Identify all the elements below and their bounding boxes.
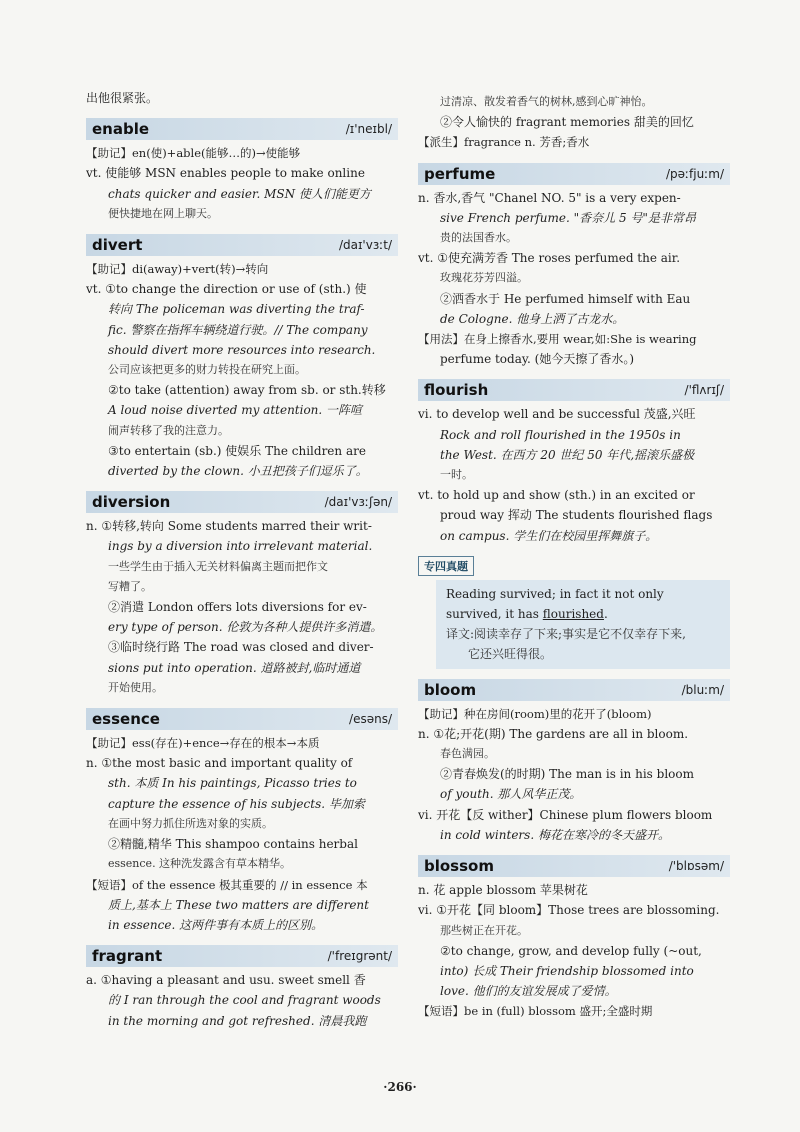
definition-line: n. ①转移,转向 Some students marred their writ- xyxy=(86,519,372,534)
exam-sentence: Reading survived; in fact it not only xyxy=(446,586,664,601)
mnemonic: 【助记】di(away)+vert(转)→转向 xyxy=(86,262,269,277)
exam-translation: 译文:阅读幸存了下来;事实是它不仅幸存下来, xyxy=(446,627,686,642)
example-line: in essence. 这两件事有本质上的区别。 xyxy=(108,917,324,932)
headword: divert xyxy=(92,236,143,255)
example-line: fic. 警察在指挥车辆绕道行驶。// The company xyxy=(108,322,368,337)
definition-line: n. 花 apple blossom 苹果树花 xyxy=(418,883,588,898)
gap xyxy=(418,669,730,679)
exam-text: survived, it has xyxy=(446,607,543,622)
translation-line: 一些学生由于插入无关材料偏离主题而把作文 xyxy=(108,559,328,573)
mnemonic: 【助记】ess(存在)+ence→存在的根本→本质 xyxy=(86,736,320,751)
gap xyxy=(86,481,398,491)
entry-header xyxy=(86,234,398,256)
exam-translation: 它还兴旺得很。 xyxy=(468,647,553,662)
phonetic: /daɪ'vɜːt/ xyxy=(338,238,392,253)
definition-line: ③临时绕行路 The road was closed and diver- xyxy=(108,640,374,655)
gap xyxy=(86,108,398,118)
definition-line: proud way 挥动 The students flourished flags xyxy=(440,508,713,523)
example-line: sth. 本质 In his paintings, Picasso tries to xyxy=(108,776,357,791)
example-line: ery type of person. 伦敦为各种人提供许多消遣。 xyxy=(108,620,383,635)
definition-line: vi. to develop well and be successful 茂盛,兴旺 xyxy=(418,407,696,422)
translation-line: 那些树正在开花。 xyxy=(440,923,528,937)
entry-fragrant-continued xyxy=(418,92,730,153)
definition-line: vi. 开花【反 wither】Chinese plum flowers bloom xyxy=(418,807,713,822)
example-line: should divert more resources into research. xyxy=(108,342,376,357)
definition-line: ②to take (attention) away from sb. or sth.转移 xyxy=(108,383,386,398)
translation-line: 开始使用。 xyxy=(108,680,163,694)
entry-fragrant xyxy=(86,945,398,1031)
translation-line: 闹声转移了我的注意力。 xyxy=(108,423,229,437)
phonetic: /pəːfjuːm/ xyxy=(665,166,724,181)
definition-line: ③to entertain (sb.) 使娱乐 The children are xyxy=(108,443,366,458)
mnemonic: 【助记】种在房间(room)里的花开了(bloom) xyxy=(418,706,652,721)
example-line: sions put into operation. 道路被封,临时通道 xyxy=(108,660,361,675)
definition-line: ②青春焕发(的时期) The man is in his bloom xyxy=(440,767,694,782)
definition-line: ②to change, grow, and develop fully (~out, xyxy=(440,943,702,958)
exam-box xyxy=(436,580,730,669)
example-line: 转向 The policeman was diverting the traf- xyxy=(108,302,365,317)
headword: blossom xyxy=(424,857,494,876)
phonetic: /daɪ'vɜːʃən/ xyxy=(324,495,392,510)
example-line: Rock and roll flourished in the 1950s in xyxy=(440,427,681,442)
headword: flourish xyxy=(424,381,489,400)
example-line: in cold winters. 梅花在寒冷的冬天盛开。 xyxy=(440,827,670,842)
gap xyxy=(418,845,730,855)
example-line: chats quicker and easier. MSN 使人们能更方 xyxy=(108,186,371,201)
entry-blossom xyxy=(418,855,730,1021)
left-column xyxy=(86,88,398,1031)
translation-line: essence. 这种洗发露含有草本精华。 xyxy=(108,857,292,871)
exam-sentence xyxy=(446,604,720,624)
usage-line: 【用法】在身上擦香水,要用 wear,如:She is wearing xyxy=(418,332,697,347)
gap xyxy=(86,698,398,708)
page-number: ·266· xyxy=(383,1080,417,1094)
definition-line: vt. to hold up and show (sth.) in an excited or xyxy=(418,488,695,503)
example-line: 质上,基本上 These two matters are different xyxy=(108,897,369,912)
translation-line: 贵的法国香水。 xyxy=(440,231,517,245)
translation-line: 玫瑰花芬芳四溢。 xyxy=(440,271,528,285)
phonetic: /'freɪgrənt/ xyxy=(327,949,392,964)
entry-header xyxy=(418,163,730,185)
translation-line: 公司应该把更多的财力转投在研究上面。 xyxy=(108,363,306,377)
phrase-line: 【短语】of the essence 极其重要的 // in essence 本 xyxy=(86,877,368,892)
continuation-line: 出他很紧张。 xyxy=(86,91,159,105)
phonetic: /esəns/ xyxy=(349,712,392,727)
gap xyxy=(86,935,398,945)
translation-line: 写糟了。 xyxy=(108,579,152,593)
phonetic: /'blɒsəm/ xyxy=(668,859,724,874)
definition-line: vt. ①使充满芳香 The roses perfumed the air. xyxy=(418,251,681,266)
entry-bloom xyxy=(418,679,730,845)
translation-line: 便快捷地在网上聊天。 xyxy=(108,206,218,220)
entry-essence xyxy=(86,708,398,935)
entry-header xyxy=(86,491,398,513)
example-line: on campus. 学生们在校园里挥舞旗子。 xyxy=(440,528,658,543)
right-column xyxy=(418,92,730,1022)
translation-line: 春色满园。 xyxy=(440,747,495,761)
entry-flourish xyxy=(418,379,730,668)
phrase-line: 【短语】be in (full) blossom 盛开;全盛时期 xyxy=(418,1004,653,1019)
example-line: into) 长成 Their friendship blossomed into xyxy=(440,963,694,978)
definition-line: a. ①having a pleasant and usu. sweet smell 香 xyxy=(86,973,366,988)
definition-line: ②精髓,精华 This shampoo contains herbal xyxy=(108,837,358,852)
example-line: 的 I ran through the cool and fragrant woods xyxy=(108,993,381,1008)
exam-highlight: flourished xyxy=(542,607,604,622)
definition-line: n. ①the most basic and important quality of xyxy=(86,756,353,771)
definition-line: n. 香水,香气 "Chanel NO. 5" is a very expen- xyxy=(418,190,681,205)
definition-line: vt. 使能够 MSN enables people to make online xyxy=(86,166,365,181)
example-line: sive French perfume. "香奈儿 5 号"是非常昂 xyxy=(440,210,696,225)
example-line: ings by a diversion into irrelevant material. xyxy=(108,539,373,554)
usage-line: perfume today. (她今天擦了香水。) xyxy=(440,352,635,367)
gap xyxy=(418,369,730,379)
headword: bloom xyxy=(424,680,477,699)
headword: perfume xyxy=(424,164,496,183)
definition-line: ②消遣 London offers lots diversions for ev- xyxy=(108,600,367,615)
entry-header xyxy=(86,118,398,140)
entry-perfume xyxy=(418,163,730,370)
phonetic: /bluːm/ xyxy=(681,682,724,697)
example-line: A loud noise diverted my attention. 一阵喧 xyxy=(108,403,363,418)
entry-header xyxy=(418,679,730,701)
entry-header xyxy=(418,855,730,877)
phonetic: /'flʌrɪʃ/ xyxy=(684,383,724,398)
headword: fragrant xyxy=(92,947,163,966)
definition-line: n. ①花;开花(期) The gardens are all in bloom. xyxy=(418,726,689,741)
translation-line: 一时。 xyxy=(440,468,473,482)
headword: enable xyxy=(92,120,150,139)
example-line: love. 他们的友谊发展成了爱情。 xyxy=(440,984,617,999)
exam-text: . xyxy=(603,607,608,622)
example-line: the West. 在西方 20 世纪 50 年代,摇滚乐盛极 xyxy=(440,447,695,462)
headword: essence xyxy=(92,710,160,729)
headword: diversion xyxy=(92,493,171,512)
mnemonic: 【助记】en(使)+able(能够…的)→使能够 xyxy=(86,146,301,161)
definition-line: vi. ①开花【同 bloom】Those trees are blossoming. xyxy=(418,903,720,918)
translation-line: 在画中努力抓住所选对象的实质。 xyxy=(108,816,273,830)
entry-header xyxy=(86,945,398,967)
example-line: capture the essence of his subjects. 毕加索 xyxy=(108,796,365,811)
entry-enable xyxy=(86,118,398,224)
entry-divert xyxy=(86,234,398,481)
gap xyxy=(86,224,398,234)
phonetic: /ɪ'neɪbl/ xyxy=(345,122,392,137)
example-line: of youth. 那人风华正茂。 xyxy=(440,787,582,802)
definition-line: ②令人愉快的 fragrant memories 甜美的回忆 xyxy=(440,115,694,130)
translation-line: 过清凉、散发着香气的树林,感到心旷神怡。 xyxy=(440,95,653,108)
example-line: in the morning and got refreshed. 清晨我跑 xyxy=(108,1013,367,1028)
example-line: de Cologne. 他身上洒了古龙水。 xyxy=(440,311,625,326)
example-line: diverted by the clown. 小丑把孩子们逗乐了。 xyxy=(108,464,368,479)
exam-label: 专四真题 xyxy=(418,556,474,576)
derivative-line: 【派生】fragrance n. 芳香;香水 xyxy=(418,135,590,150)
definition-line: vt. ①to change the direction or use of (sth.) 使 xyxy=(86,282,367,297)
entry-header xyxy=(418,379,730,401)
gap xyxy=(418,153,730,163)
entry-diversion xyxy=(86,491,398,698)
definition-line: ②洒香水于 He perfumed himself with Eau xyxy=(440,291,691,306)
entry-header xyxy=(86,708,398,730)
